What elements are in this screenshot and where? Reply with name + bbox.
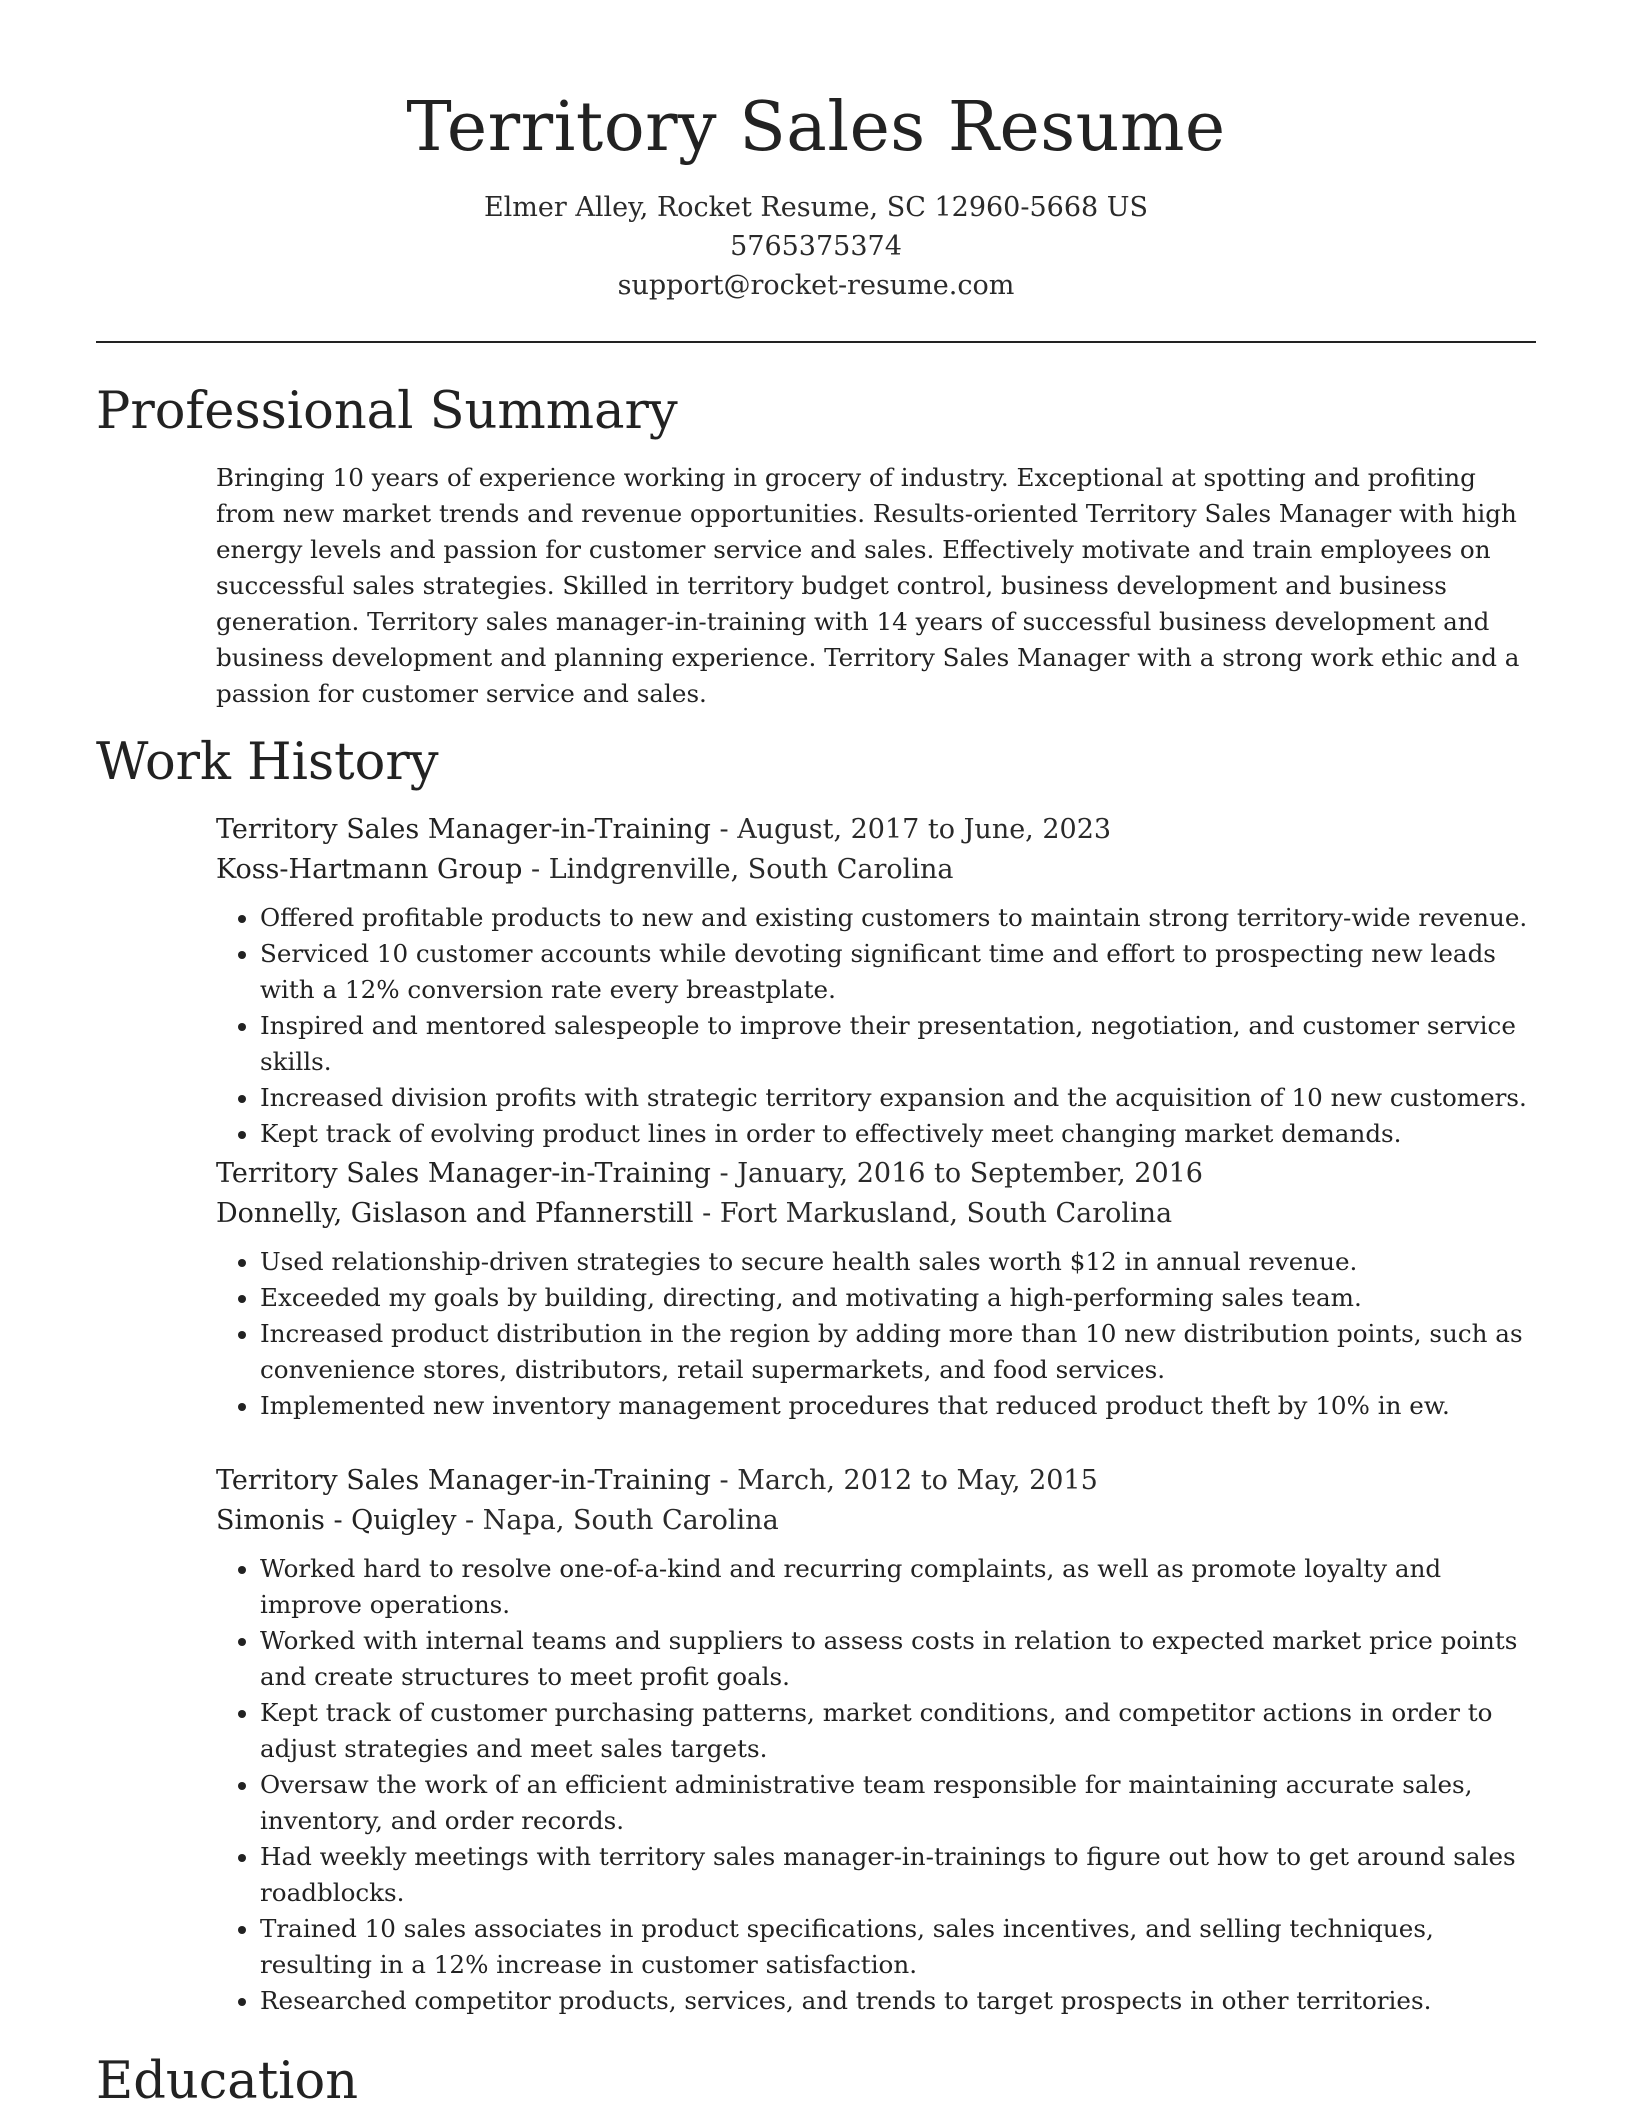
job-bullet: • Researched competitor products, services, and trends to target prospects in other territories. bbox=[260, 1983, 1538, 2019]
job-dates: August, 2017 to June, 2023 bbox=[737, 814, 1112, 845]
job-entry bbox=[216, 1461, 1538, 2019]
job-company: Donnelly, Gislason and Pfannerstill bbox=[216, 1198, 694, 1229]
job-bullet: • Oversaw the work of an efficient administrative team responsible for maintaining accurate sales, inventory, and order records. bbox=[260, 1767, 1538, 1839]
section-title-work-history: Work History bbox=[96, 733, 439, 792]
job-separator: - bbox=[522, 854, 549, 885]
contact-email: support@rocket-resume.com bbox=[617, 270, 1015, 301]
resume-title: Territory Sales Resume bbox=[406, 88, 1226, 167]
job-separator: - bbox=[710, 814, 738, 845]
job-bullet: • Kept track of evolving product lines in order to effectively meet changing market demands. bbox=[260, 1116, 1538, 1152]
job-bullet: • Kept track of customer purchasing patterns, market conditions, and competitor actions in order to adjust strategies and meet sales targets. bbox=[260, 1695, 1538, 1767]
job-bullet: • Inspired and mentored salespeople to improve their presentation, negotiation, and customer service skills. bbox=[260, 1008, 1538, 1080]
contact-address: Elmer Alley, Rocket Resume, SC 12960-5668 US bbox=[483, 192, 1149, 223]
job-company-line bbox=[216, 1194, 1538, 1234]
job-bullet: • Trained 10 sales associates in product specifications, sales incentives, and selling techniques, resulting in a 12% increase in customer satisfaction. bbox=[260, 1911, 1538, 1983]
job-separator: - bbox=[710, 1158, 738, 1189]
summary-text: Bringing 10 years of experience working in grocery of industry. Exceptional at spotting and profiting from new market trends and revenue opportunities. Results-oriented Territory Sales Manager with high energy levels and passion for customer service and sales. Effectively motivate and train employees on successful sales strategies. Skilled in territory budget control, business development and business generation. Territory sales manager-in-training with 14 years of successful business development and business development and planning experience. Territory Sales Manager with a strong work ethic and a passion for customer service and sales. bbox=[216, 463, 1520, 708]
job-title-line bbox=[216, 1154, 1538, 1194]
job-bullet: • Used relationship-driven strategies to secure health sales worth $12 in annual revenue. bbox=[260, 1244, 1538, 1280]
job-dates: January, 2016 to September, 2016 bbox=[737, 1158, 1203, 1189]
job-location: Lindgrenville, South Carolina bbox=[548, 854, 954, 885]
job-dates: March, 2012 to May, 2015 bbox=[737, 1465, 1098, 1496]
job-bullets bbox=[216, 1244, 1538, 1424]
job-bullet: • Offered profitable products to new and existing customers to maintain strong territory-wide revenue. bbox=[260, 900, 1538, 936]
job-bullets bbox=[216, 1551, 1538, 2019]
job-title: Territory Sales Manager-in-Training bbox=[216, 1465, 711, 1496]
job-bullet: • Increased product distribution in the region by adding more than 10 new distribution points, such as convenience stores, distributors, retail supermarkets, and food services. bbox=[260, 1316, 1538, 1388]
job-separator: - bbox=[710, 1465, 738, 1496]
section-title-education: Education bbox=[96, 2052, 359, 2111]
header-divider bbox=[96, 341, 1536, 343]
contact-block bbox=[0, 188, 1632, 305]
resume-header bbox=[0, 0, 1632, 305]
job-bullet: • Increased division profits with strategic territory expansion and the acquisition of 10 new customers. bbox=[260, 1080, 1538, 1116]
job-entry bbox=[216, 810, 1538, 1152]
job-company-line bbox=[216, 1501, 1538, 1541]
job-bullet: • Serviced 10 customer accounts while devoting significant time and effort to prospecting new leads with a 12% conversion rate every breastplate. bbox=[260, 936, 1538, 1008]
job-title-line bbox=[216, 1461, 1538, 1501]
job-separator: - bbox=[693, 1198, 720, 1229]
job-bullet: • Had weekly meetings with territory sales manager-in-trainings to figure out how to get around sales roadblocks. bbox=[260, 1839, 1538, 1911]
job-bullet: • Worked hard to resolve one-of-a-kind and recurring complaints, as well as promote loyalty and improve operations. bbox=[260, 1551, 1538, 1623]
job-location: Napa, South Carolina bbox=[482, 1505, 779, 1536]
job-separator: - bbox=[456, 1505, 483, 1536]
job-company: Koss-Hartmann Group bbox=[216, 854, 523, 885]
section-title-summary: Professional Summary bbox=[96, 382, 678, 441]
job-bullets bbox=[216, 900, 1538, 1152]
job-title: Territory Sales Manager-in-Training bbox=[216, 814, 711, 845]
contact-phone: 5765375374 bbox=[730, 231, 902, 262]
job-company-line bbox=[216, 850, 1538, 890]
job-title-line bbox=[216, 810, 1538, 850]
job-bullet: • Worked with internal teams and suppliers to assess costs in relation to expected market price points and create structures to meet profit goals. bbox=[260, 1623, 1538, 1695]
job-bullet: • Implemented new inventory management procedures that reduced product theft by 10% in ew. bbox=[260, 1388, 1538, 1424]
job-company: Simonis - Quigley bbox=[216, 1505, 457, 1536]
job-title: Territory Sales Manager-in-Training bbox=[216, 1158, 711, 1189]
job-entry bbox=[216, 1154, 1538, 1424]
job-location: Fort Markusland, South Carolina bbox=[719, 1198, 1173, 1229]
job-bullet: • Exceeded my goals by building, directing, and motivating a high-performing sales team. bbox=[260, 1280, 1538, 1316]
